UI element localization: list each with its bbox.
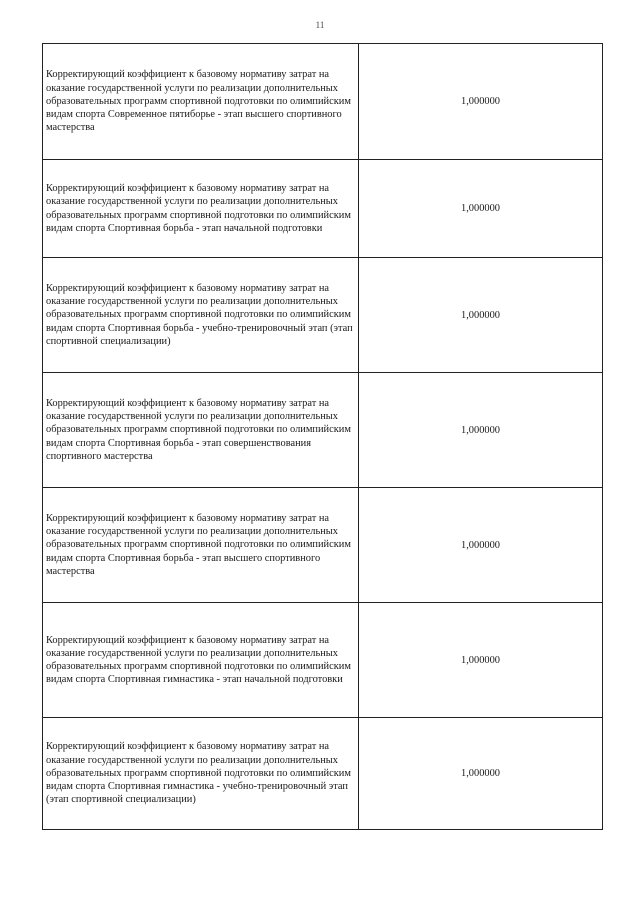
description-cell: [43, 488, 359, 603]
value-cell: 1,000000: [359, 373, 603, 488]
value-cell: 1,000000: [359, 160, 603, 258]
description-cell: [43, 160, 359, 258]
value-cell: 1,000000: [359, 44, 603, 160]
description-cell: [43, 258, 359, 373]
description-text: Корректирующий коэффициент к базовому нормативу затрат на оказание государственной услуги по реализации дополнительных образовательных программ спортивной подготовки по олимпийским видам спорта Спортивная борьба - этап высшего спортивного мастерства: [46, 512, 351, 577]
table-row: [43, 718, 603, 830]
page-number: 11: [315, 20, 325, 30]
description-cell: [43, 44, 359, 160]
value-cell: 1,000000: [359, 718, 603, 830]
table-row: [43, 160, 603, 258]
description-text: Корректирующий коэффициент к базовому нормативу затрат на оказание государственной услуги по реализации дополнительных образовательных программ спортивной подготовки по олимпийским видам спорта Спортивная гимнастика - учебно-тренировочный этап (этап спортивной специализации): [46, 741, 351, 806]
description-text: Корректирующий коэффициент к базовому нормативу затрат на оказание государственной услуги по реализации дополнительных образовательных программ спортивной подготовки по олимпийским видам спорта Спортивная борьба - этап совершенствования спортивного мастерства: [46, 397, 351, 462]
description-cell: [43, 718, 359, 830]
description-text: Корректирующий коэффициент к базовому нормативу затрат на оказание государственной услуги по реализации дополнительных образовательных программ спортивной подготовки по олимпийским видам спорта Современное пятиборье - этап высшего спортивного мастерства: [46, 69, 351, 134]
description-text: Корректирующий коэффициент к базовому нормативу затрат на оказание государственной услуги по реализации дополнительных образовательных программ спортивной подготовки по олимпийским видам спорта Спортивная борьба - этап начальной подготовки: [46, 183, 351, 234]
value-cell: 1,000000: [359, 488, 603, 603]
table-row: [43, 373, 603, 488]
coefficients-table: [42, 43, 603, 830]
table-row: [43, 44, 603, 160]
description-cell: [43, 603, 359, 718]
table-row: [43, 258, 603, 373]
table-row: [43, 488, 603, 603]
value-cell: 1,000000: [359, 603, 603, 718]
description-text: Корректирующий коэффициент к базовому нормативу затрат на оказание государственной услуги по реализации дополнительных образовательных программ спортивной подготовки по олимпийским видам спорта Спортивная гимнастика - этап начальной подготовки: [46, 634, 351, 686]
table-row: [43, 603, 603, 718]
value-cell: 1,000000: [359, 258, 603, 373]
description-cell: [43, 373, 359, 488]
description-text: Корректирующий коэффициент к базовому нормативу затрат на оказание государственной услуги по реализации дополнительных образовательных программ спортивной подготовки по олимпийским видам спорта Спортивная борьба - учебно-тренировочный этап (этап спортивной специализации): [46, 282, 353, 347]
